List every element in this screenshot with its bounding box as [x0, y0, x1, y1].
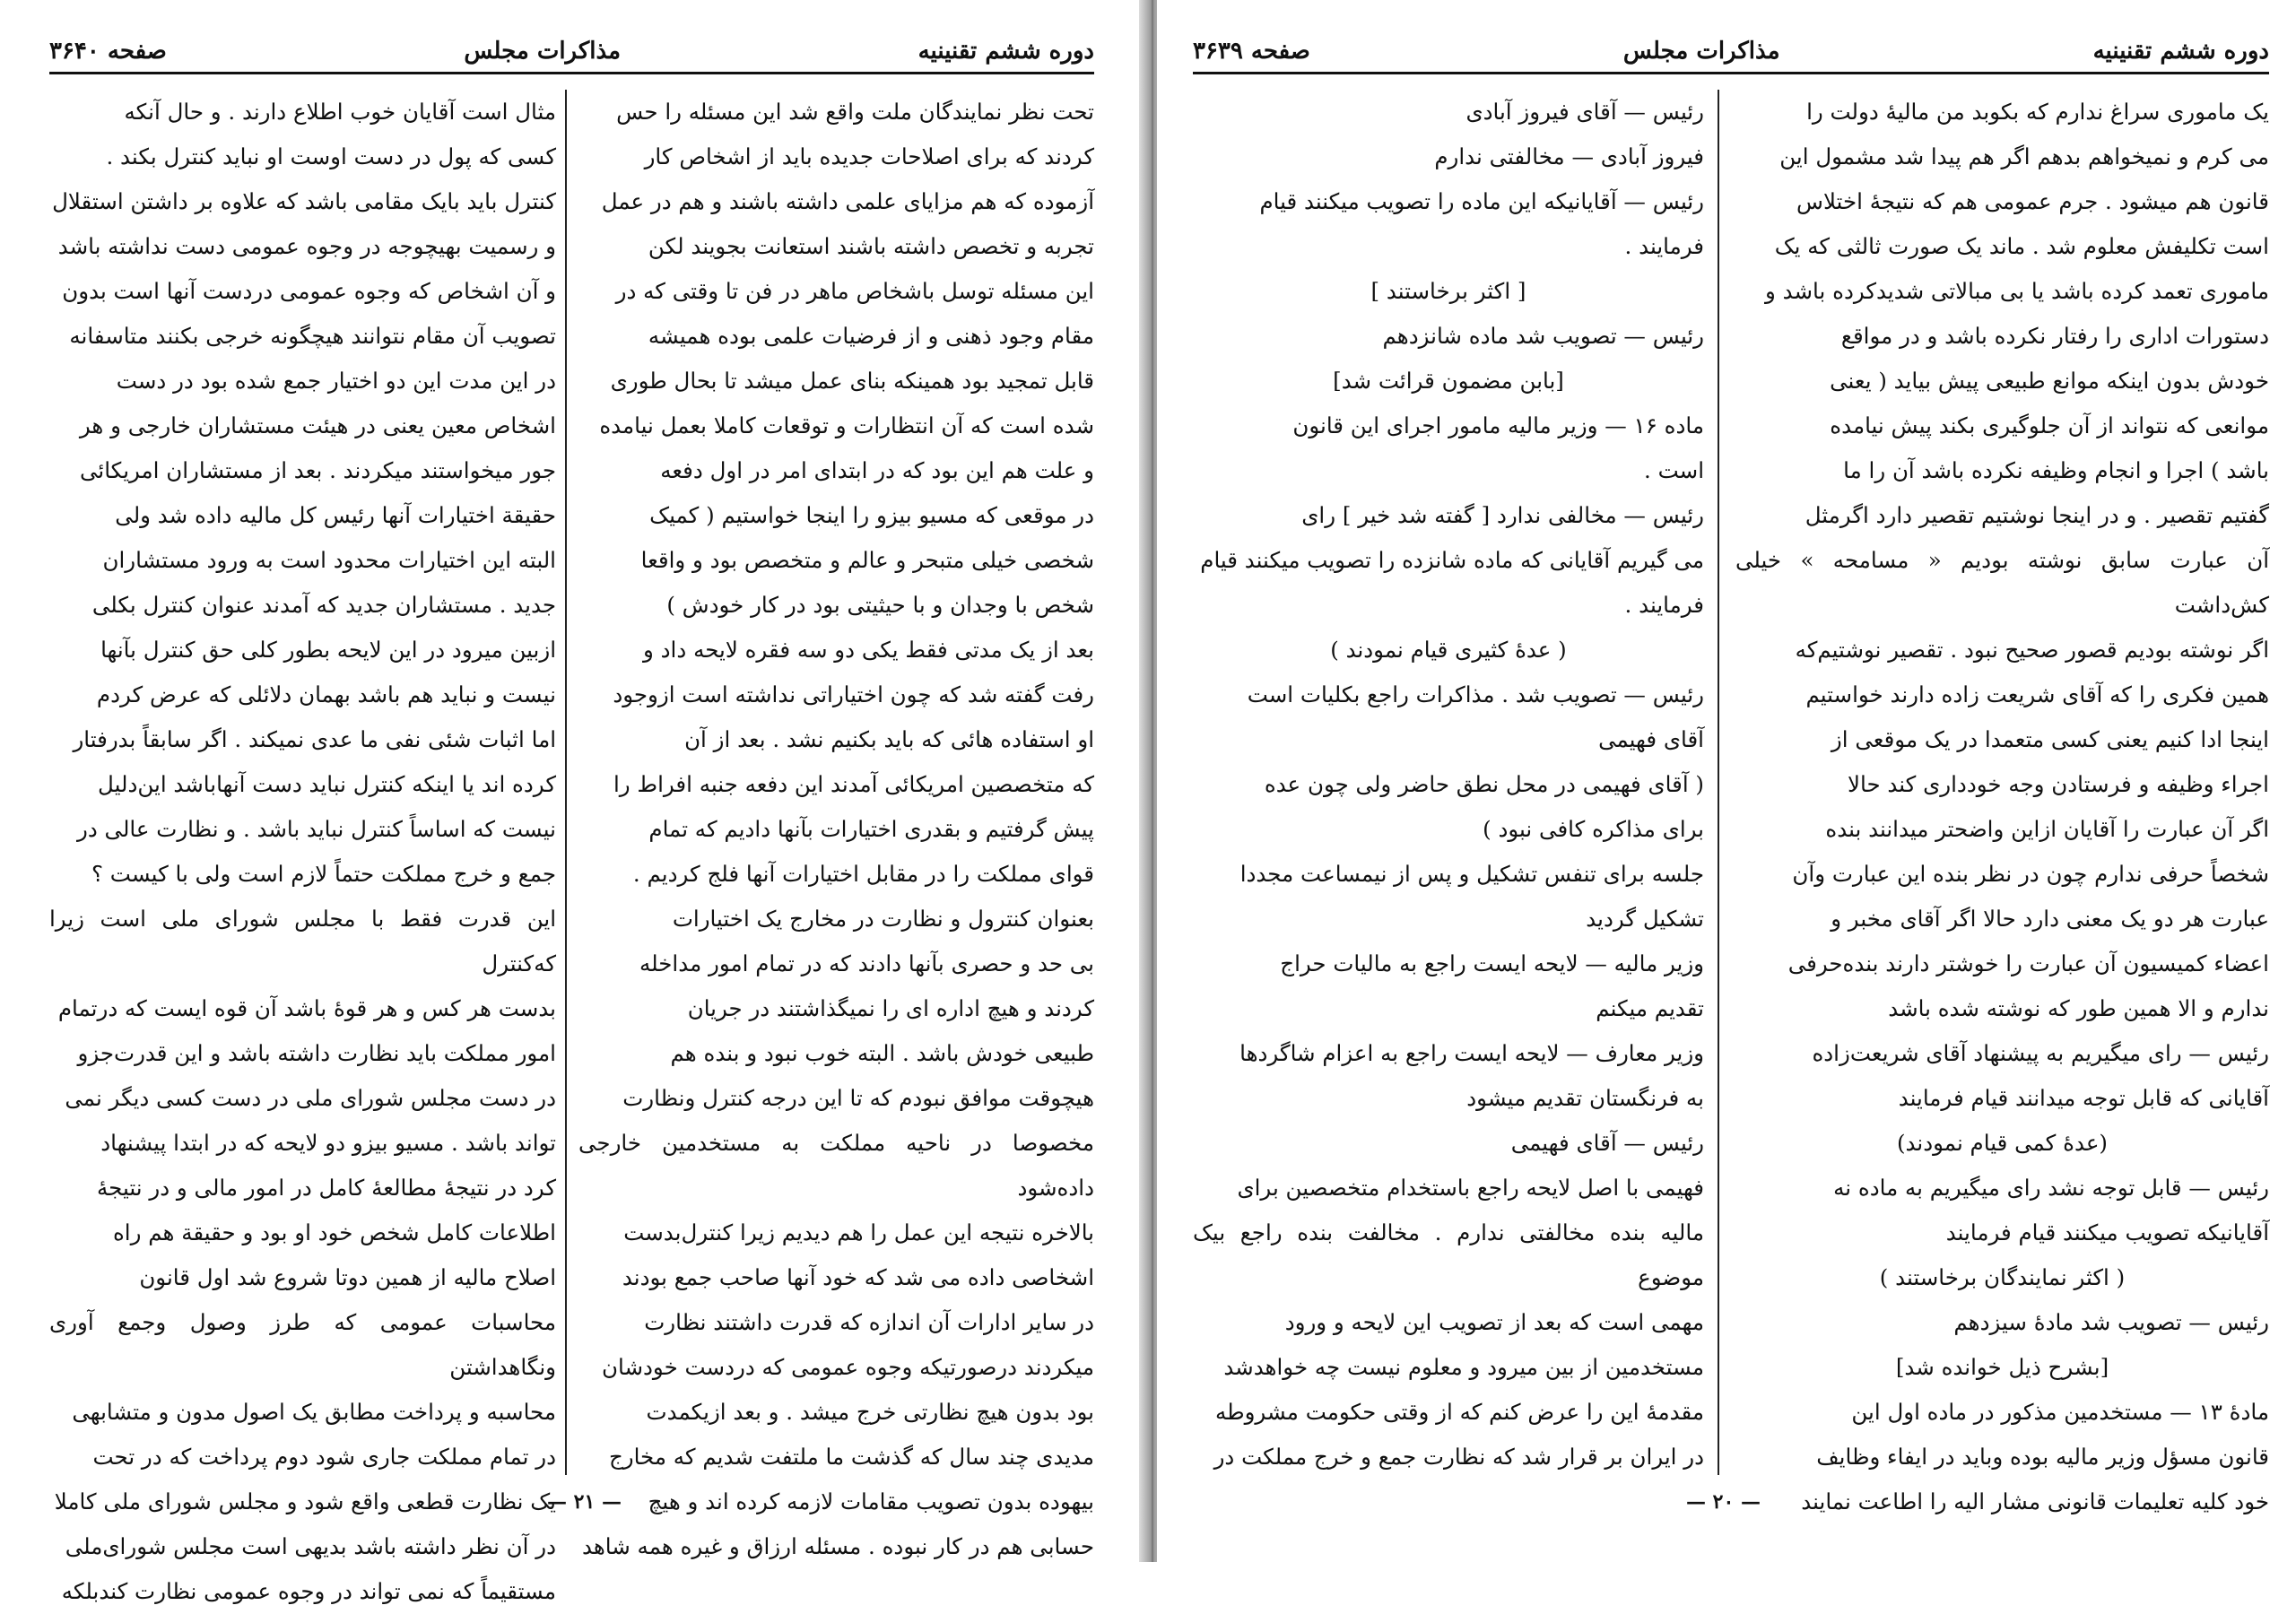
text-line: در آن نظر داشته باشد بدیهی است مجلس شورای‌ملی	[65, 1533, 556, 1559]
right-page-column-rule	[1718, 90, 1719, 1475]
text-line: مستخدمین از بین میرود و معلوم نیست چه خواهدشد	[1223, 1354, 1704, 1380]
text-line: آن عبارت سابق نوشته بودیم « مسامحه » خیلی کش‌داشت	[1735, 547, 2269, 618]
text-line: اطلاعات کامل شخص خود او بود و حقیقة هم راه	[112, 1219, 556, 1245]
text-line: مقدمهٔ این را عرض کنم که از وقتی حکومت مشروطه	[1214, 1399, 1704, 1425]
right-page-header	[1193, 30, 2269, 74]
text-line: تواند باشد . مسیو بیزو دو لایحه که در ابتدا پیشنهاد	[100, 1130, 556, 1156]
text-line: رئیس — آقای فیروز آبادی	[1465, 99, 1704, 125]
text-line: شده است که آن انتظارات و توقعات کاملا بعمل نیامده	[599, 412, 1094, 438]
text-line: هیچوقت موافق نبودم که تا این درجه کنترل ونظارت	[622, 1085, 1094, 1111]
text-line: می گیریم آقایانی که ماده شانزده را تصویب میکنند قیام	[1200, 547, 1704, 573]
text-line: او استفاده هائی که باید بکنیم نشد . بعد از آن	[684, 726, 1094, 752]
text-line: مهمی است که بعد از تصویب این لایحه و ورود	[1284, 1309, 1704, 1335]
text-line: اشخاص معین یعنی در هیئت مستشاران خارجی و هر	[79, 412, 556, 438]
text-line: بدست هر کس و هر قوهٔ باشد آن قوه ایست که درتمام	[57, 995, 556, 1021]
text-line: است تکلیفش معلوم شد . ماند یک صورت ثالثی که یک	[1774, 233, 2269, 259]
text-line: باشد ) اجرا و انجام وظیفه نکرده باشد آن را ما	[1843, 457, 2269, 483]
text-line: کردند و هیچ اداره ای را نمیگذاشتند در جریان	[687, 995, 1094, 1021]
text-line: که متخصصین امریکائی آمدند این دفعه جنبه افراط را	[613, 771, 1094, 797]
text-line: رفت گفته شد که چون اختیاراتی نداشته است ازوجود	[613, 681, 1094, 707]
text-line: مادهٔ ۱۳ — مستخدمین مذکور در ماده اول این	[1851, 1399, 2269, 1425]
text-line: رئیس — رای میگیریم به پیشنهاد آقای شریعت‌زاده	[1812, 1040, 2269, 1066]
text-line: رئیس — آقایانیکه این ماده را تصویب میکنند قیام	[1259, 188, 1704, 214]
text-line: فرمایند .	[1624, 592, 1704, 618]
text-line: وزیر مالیه — لایحه ایست راجع به مالیات حراج	[1280, 950, 1704, 976]
left-page-footer: — ۲۱ —	[547, 1490, 622, 1514]
text-line: مالیه بنده مخالفتی ندارم . مخالفت بنده راجع بیک موضوع	[1193, 1219, 1704, 1290]
text-line: در موقعی که مسیو بیزو را اینجا خواستیم ( کمیک	[649, 502, 1094, 528]
right-page-session: دوره ششم تقنینیه	[2092, 38, 2269, 65]
text-line: مقام وجود ذهنی و از فرضیات علمی بوده همیشه	[648, 323, 1094, 349]
left-page-left-column	[49, 90, 556, 1604]
text-line: محاسبات عمومی که طرز وصول وجمع آوری ونگاهداشتن	[49, 1309, 556, 1380]
text-line: رئیس — تصویب شد مادهٔ سیزدهم	[1953, 1309, 2269, 1335]
text-line: رئیس — تصویب شد ماده شانزدهم	[1382, 323, 1704, 349]
text-line: برای مذاکره کافی نبود )	[1483, 816, 1704, 842]
text-line: مثال است آقایان خوب اطلاع دارند . و حال آنکه	[124, 99, 556, 125]
text-line: کسی که پول در دست اوست او نباید کنترل بکند .	[106, 143, 556, 169]
right-page	[1157, 0, 2296, 1562]
text-line: می کرم و نمیخواهم بدهم اگر هم پیدا شد مشمول این	[1779, 143, 2269, 169]
text-line: یک نظارت قطعی واقع شود و مجلس شورای ملی کاملا	[54, 1488, 556, 1514]
right-page-right-column	[1735, 90, 2269, 1514]
text-line: اگر آن عبارت را آقایان ازاین واضحتر میدانند بنده	[1825, 816, 2269, 842]
text-line: ازبین میرود در این لایحه بطور کلی حق کنترل بآنها	[100, 637, 556, 663]
text-line: آزموده که هم مزایای علمی داشته باشند و هم در عمل	[601, 188, 1094, 214]
text-line: شخص با وجدان و با حیثیتی بود در کار خودش )	[666, 592, 1094, 618]
text-line: طبیعی خودش باشد . البته خوب نبود و بنده هم	[670, 1040, 1094, 1066]
text-line: جلسه برای تنفس تشکیل و پس از نیمساعت مجددا	[1239, 861, 1704, 887]
text-line: در تمام مملکت جاری شود دوم پرداخت که در تحت	[92, 1444, 556, 1470]
text-line: امور مملکت باید نظارت داشته باشد و این قدرت‌جزو	[77, 1040, 556, 1066]
text-line: بالاخره نتیجه این عمل را هم دیدیم زیرا کنترل‌بدست	[623, 1219, 1094, 1245]
text-line: شخصاً حرفی ندارم چون در نظر بنده این عبارت وآن	[1792, 861, 2269, 887]
text-line: بود بدون هیچ نظارتی خرج میشد . و بعد ازیکمدت	[646, 1399, 1094, 1425]
text-line: رئیس — آقای فهیمی	[1510, 1130, 1704, 1156]
left-page-session: دوره ششم تقنینیه	[918, 38, 1094, 65]
text-line: جور میخواستند میکردند . بعد از مستشاران امریکائی	[79, 457, 556, 483]
text-line: (عدهٔ کمی قیام نمودند)	[1896, 1130, 2108, 1156]
text-line: گفتیم تقصیر . و در اینجا نوشتیم تقصیر دارد اگرمثل	[1805, 502, 2269, 528]
text-line: آقایانیکه تصویب میکنند قیام فرمایند	[1945, 1219, 2269, 1245]
text-line: حقیقة اختیارات آنها رئیس کل مالیه داده شد ولی	[115, 502, 556, 528]
text-line: اینجا ادا کنیم یعنی کسی متعمدا در یک موقعی از	[1831, 726, 2269, 752]
text-line: فرمایند .	[1624, 233, 1704, 259]
text-line: نیست و نباید هم باشد بهمان دلائلی که عرض کردم	[96, 681, 556, 707]
text-line: تجربه و تخصص داشته باشند استعانت بجویند لکن	[648, 233, 1094, 259]
text-line: رئیس — تصویب شد . مذاکرات راجع بکلیات است	[1247, 681, 1704, 707]
text-line: کردند که برای اصلاحات جدیده باید از اشخاص کار	[644, 143, 1094, 169]
text-line: همین فکری را که آقای شریعت زاده دارند خواستیم	[1805, 681, 2269, 707]
text-line: فیروز آبادی — مخالفتی ندارم	[1434, 143, 1704, 169]
text-line: در دست مجلس شورای ملی در دست کسی دیگر نمی	[65, 1085, 556, 1111]
text-line: خود کلیه تعلیمات قانونی مشار الیه را اطاعت نمایند	[1801, 1488, 2269, 1514]
right-page-footer: — ۲۰ —	[1686, 1490, 1761, 1514]
text-line: ( آقای فهیمی در محل نطق حاضر ولی چون عده	[1264, 771, 1704, 797]
text-line: در سایر ادارات آن اندازه که قدرت داشتند نظارت	[644, 1309, 1094, 1335]
text-line: ( اکثر نمایندگان برخاستند )	[1879, 1264, 2126, 1290]
text-line: مخصوصا در ناحیه مملکت به مستخدمین خارجی داده‌شود	[578, 1130, 1094, 1201]
text-line: بعنوان کنترول و نظارت در مخارج یک اختیارات	[672, 906, 1094, 932]
text-line: و علت هم این بود که در ابتدای امر در اول دفعه	[660, 457, 1094, 483]
text-line: اگر نوشته بودیم قصور صحیح نبود . تقصیر نوشتیم‌که	[1795, 637, 2269, 663]
text-line: رئیس — مخالفی ندارد [ گفته شد خیر ] رای	[1301, 502, 1704, 528]
left-page-number: صفحه ۳۶۴۰	[49, 38, 167, 65]
text-line: ندارم و الا همین طور که نوشته شده باشد	[1888, 995, 2269, 1021]
text-line: جدید . مستشاران جدید که آمدند عنوان کنترل بکلی	[91, 592, 556, 618]
text-line: شخصی خیلی متبحر و عالم و متخصص بود و واقعا	[640, 547, 1094, 573]
text-line: ( عدهٔ کثیری قیام نمودند )	[1330, 637, 1567, 663]
right-page-number: صفحه ۳۶۳۹	[1193, 38, 1310, 65]
text-line: تقدیم میکنم	[1596, 995, 1704, 1021]
text-line: مدیدی چند سال که گذشت ما ملتفت شدیم که مخارج	[608, 1444, 1094, 1470]
right-page-title: مذاکرات مجلس	[1622, 38, 1780, 65]
text-line: اما اثبات شئی نفی ما عدی نمیکند . اگر سابقاً بدرفتار	[73, 726, 556, 752]
text-line: به فرنگستان تقدیم میشود	[1466, 1085, 1704, 1111]
text-line: تصویب آن مقام نتوانند هیچگونه خرجی بکنند متاسفانه	[69, 323, 556, 349]
text-line: بی حد و حصری بآنها دادند که در تمام امور مداخله	[639, 950, 1094, 976]
text-line: جمع و خرج مملکت حتماً لازم است ولی با کیست ؟	[91, 861, 556, 887]
text-line: حسابی هم در کار نبوده . مسئله ارزاق و غیره همه شاهد	[582, 1533, 1094, 1559]
left-page	[0, 0, 1148, 1604]
text-line: نیست که اساساً کنترل نباید باشد . و نظارت عالی در	[77, 816, 556, 842]
text-line: [بشرح ذیل خوانده شد]	[1895, 1354, 2109, 1380]
text-line: [ اکثر برخاستند ]	[1370, 278, 1526, 304]
text-line: قانون هم میشود . جرم عمومی هم که نتیجهٔ اختلاس	[1796, 188, 2269, 214]
text-line: خودش بدون اینکه موانع طبیعی پیش بیاید ( یعنی	[1830, 368, 2269, 394]
text-line: این مسئله توسل باشخاص ماهر در فن تا وقتی که در	[615, 278, 1094, 304]
text-line: محاسبه و پرداخت مطابق یک اصول مدون و متشابهی	[72, 1399, 556, 1425]
text-line: [بابن مضمون قرائت شد]	[1333, 368, 1564, 394]
text-line: کنترل باید بایک مقامی باشد که علاوه بر داشتن استقلال	[52, 188, 556, 214]
text-line: این قدرت فقط با مجلس شورای ملی است زیرا که‌کنترل	[49, 906, 556, 976]
left-page-column-rule	[565, 90, 567, 1475]
text-line: تحت نظر نمایندگان ملت واقع شد این مسئله را حس	[616, 99, 1094, 125]
text-line: اجراء وظیفه و فرستادن وجه خودداری کند حالا	[1848, 771, 2269, 797]
text-line: وزیر معارف — لایحه ایست راجع به اعزام شاگردها	[1239, 1040, 1704, 1066]
text-line: رئیس — قابل توجه نشد رای میگیریم به ماده نه	[1833, 1175, 2269, 1201]
text-line: بیهوده بدون تصویب مقامات لازمه کرده اند و هیچ	[648, 1488, 1094, 1514]
text-line: عبارت هر دو یک معنی دارد حالا اگر آقای مخبر و	[1831, 906, 2269, 932]
text-line: و رسمیت بهیچوجه در وجوه عمومی دست نداشته باشد	[57, 233, 556, 259]
text-line: کرده اند یا اینکه کنترل نباید دست آنهاباشد این‌دلیل	[98, 771, 556, 797]
text-line: مستقیماً که نمی تواند در وجوه عمومی نظارت کند‌بلکه	[61, 1578, 556, 1604]
text-line: کرد در نتیجهٔ مطالعهٔ کامل در امور مالی و در نتیجهٔ	[97, 1175, 556, 1201]
text-line: در این مدت این دو اختیار جمع شده بود در دست	[116, 368, 556, 394]
right-page-left-column	[1193, 90, 1704, 1488]
text-line: البته این اختیارات محدود است به ورود مستشاران	[102, 547, 556, 573]
text-line: پیش گرفتیم و بقدری اختیارات بآنها دادیم که تمام	[648, 816, 1094, 842]
text-line: تشکیل گردید	[1586, 906, 1704, 932]
text-line: یک ماموری سراغ ندارم که بکوبد من مالیهٔ دولت را	[1806, 99, 2269, 125]
text-line: ماده ۱۶ — وزیر مالیه مامور اجرای این قانون	[1292, 412, 1704, 438]
text-line: قوای مملکت را در مقابل اختیارات آنها فلج کردیم .	[632, 861, 1094, 887]
text-line: بعد از یک مدتی فقط یکی دو سه فقره لایحه داد و	[643, 637, 1094, 663]
text-line: ماموری تعمد کرده باشد یا بی مبالاتی شدیدکرده باشد و	[1765, 278, 2269, 304]
text-line: موانعی که نتواند از آن جلوگیری بکند پیش نیامده	[1830, 412, 2269, 438]
text-line: است .	[1644, 457, 1704, 483]
text-line: در ایران بر قرار شد که نظارت جمع و خرج مملکت در	[1213, 1444, 1704, 1470]
left-page-title: مذاکرات مجلس	[464, 38, 622, 65]
text-line: قانون مسؤل وزیر مالیه بوده وباید در ایفاء وظایف	[1816, 1444, 2269, 1470]
text-line: اشخاصی داده می شد که خود آنها صاحب جمع بودند	[622, 1264, 1094, 1290]
text-line: آقایانی که قابل توجه میدانند قیام فرمایند	[1898, 1085, 2269, 1111]
text-line: اصلاح مالیه از همین دوتا شروع شد اول قانون	[139, 1264, 556, 1290]
text-line: دستورات اداری را رفتار نکرده باشد و در مواقع	[1840, 323, 2269, 349]
left-page-header	[49, 30, 1094, 74]
text-line: میکردند درصورتیکه وجوه عمومی که دردست خودشان	[602, 1354, 1094, 1380]
text-line: آقای فهیمی	[1598, 726, 1704, 752]
text-line: اعضاء کمیسیون آن عبارت را خوشتر دارند بنده‌حرفی	[1787, 950, 2269, 976]
text-line: قابل تمجید بود همینکه بنای عمل میشد تا بحال طوری	[610, 368, 1094, 394]
text-line: فهیمی با اصل لایحه راجع باستخدام متخصصین برای	[1237, 1175, 1704, 1201]
text-line: و آن اشخاص که وجوه عمومی دردست آنها است بدون	[62, 278, 556, 304]
